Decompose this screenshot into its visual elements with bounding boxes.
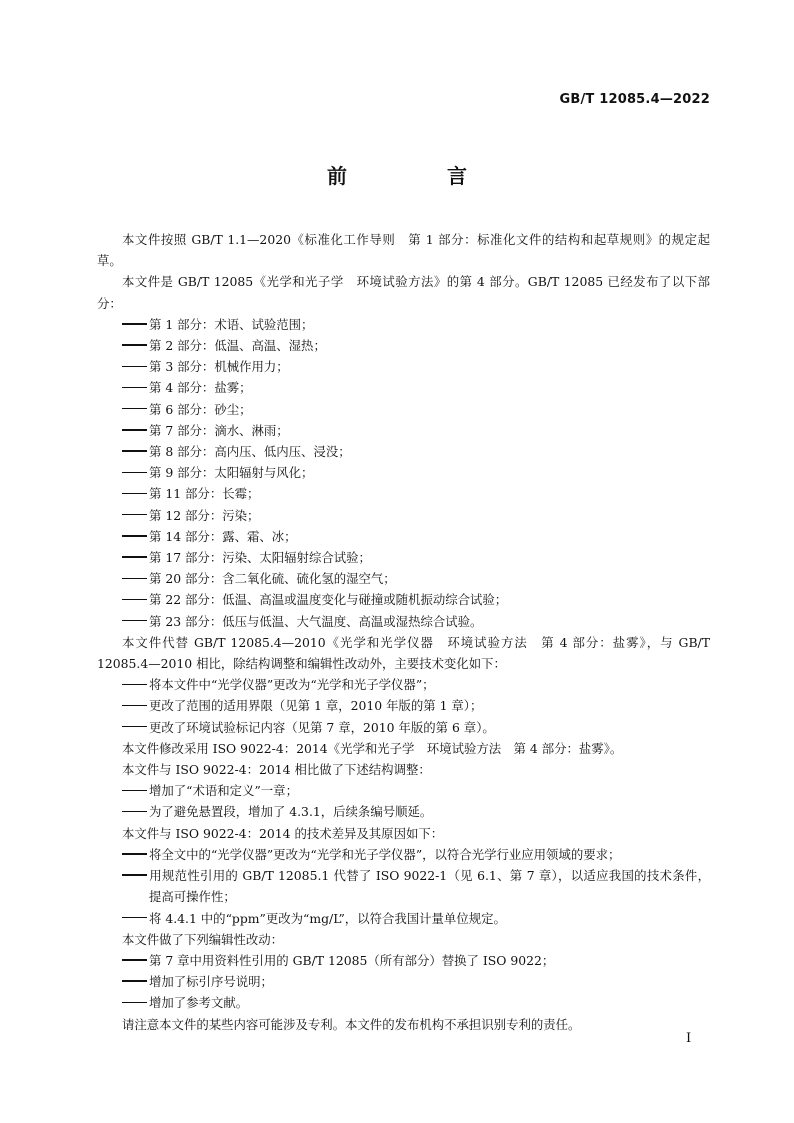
list-item: 第 4 部分：盐雾； [122, 377, 710, 398]
list-item: 第 3 部分：机械作用力； [122, 356, 710, 377]
dash-marker [122, 356, 149, 377]
list-item: 第 14 部分：露、霜、冰； [122, 526, 710, 547]
paragraph: 本文件代替 GB/T 12085.4—2010《光学和光学仪器 环境试验方法 第 4 部分：盐雾》，与 GB/T 12085.4—2010 相比，除结构调整和编辑性改动外，主要技术变化如下： [97, 634, 710, 672]
dash-marker [122, 674, 149, 695]
paragraph: 请注意本文件的某些内容可能涉及专利。本文件的发布机构不承担识别专利的责任。 [122, 1016, 581, 1032]
dash-marker [122, 780, 149, 801]
dash-marker [122, 420, 149, 441]
list-item: 将 4.4.1 中的“ppm”更改为“mg/L”，以符合我国计量单位规定。 [122, 908, 710, 929]
list-item: 第 11 部分：长霉； [122, 483, 710, 504]
list-item: 更改了环境试验标记内容（见第 7 章，2010 年版的第 6 章）。 [122, 717, 710, 738]
list-item: 第 7 章中用资料性引用的 GB/T 12085（所有部分）替换了 ISO 9022； [122, 950, 710, 971]
list-item: 第 9 部分：太阳辐射与风化； [122, 462, 710, 483]
paragraph: 本文件按照 GB/T 1.1—2020《标准化工作导则 第 1 部分：标准化文件的结构和起草规则》的规定起草。 [97, 232, 710, 269]
list-item: 第 23 部分：低压与低温、大气温度、高温或湿热综合试验。 [122, 611, 710, 632]
list-item: 为了避免悬置段，增加了 4.3.1，后续条编号顺延。 [122, 801, 710, 822]
dash-marker [122, 399, 149, 420]
list-item: 增加了参考文献。 [122, 992, 710, 1013]
dash-marker [122, 526, 149, 547]
paragraph: 本文件是 GB/T 12085《光学和光子学 环境试验方法》的第 4 部分。GB/T 12085 已经发布了以下部分： [97, 274, 710, 311]
dash-marker [122, 908, 149, 929]
dash-marker [122, 801, 149, 822]
list-item: 用规范性引用的 GB/T 12085.1 代替了 ISO 9022-1（见 6.1、第 7 章），以适应我国的技术条件，提高可操作性； [122, 865, 710, 907]
dash-marker [122, 611, 149, 632]
paragraph: 本文件与 ISO 9022-4：2014 的技术差异及其原因如下： [122, 825, 444, 841]
dash-marker [122, 505, 149, 526]
list-item: 第 7 部分：滴水、淋雨； [122, 420, 710, 441]
dash-marker [122, 992, 149, 1013]
list-item: 第 8 部分：高内压、低内压、浸没； [122, 441, 710, 462]
dash-marker [122, 377, 149, 398]
list-item: 第 12 部分：污染； [122, 505, 710, 526]
page-number: I [686, 1031, 692, 1046]
list-item: 第 6 部分：砂尘； [122, 399, 710, 420]
list-item: 将全文中的“光学仪器”更改为“光学和光子学仪器”，以符合光学行业应用领域的要求； [122, 844, 710, 865]
list-item: 将本文件中“光学仪器”更改为“光学和光子学仪器”； [122, 674, 710, 695]
dash-marker [122, 589, 149, 610]
list-item: 增加了“术语和定义”一章； [122, 780, 710, 801]
dash-marker [122, 950, 149, 971]
list-item: 第 2 部分：低温、高温、湿热； [122, 335, 710, 356]
paragraph: 本文件做了下列编辑性改动： [122, 931, 284, 947]
dash-marker [122, 483, 149, 504]
list-item: 更改了范围的适用界限（见第 1 章，2010 年版的第 1 章）； [122, 695, 710, 716]
dash-marker [122, 335, 149, 356]
dash-marker [122, 717, 149, 738]
page-title: 前 言 [327, 164, 507, 188]
dash-marker [122, 314, 149, 335]
foreword-body [97, 229, 710, 1035]
dash-marker [122, 695, 149, 716]
list-item: 第 20 部分：含二氧化硫、硫化氢的湿空气； [122, 568, 710, 589]
list-item: 第 1 部分：术语、试验范围； [122, 314, 710, 335]
paragraph: 本文件与 ISO 9022-4：2014 相比做了下述结构调整： [122, 762, 431, 778]
dash-marker [122, 441, 149, 462]
standard-code: GB/T 12085.4—2022 [559, 92, 710, 107]
dash-marker [122, 547, 149, 568]
list-item: 第 22 部分：低温、高温或温度变化与碰撞或随机振动综合试验； [122, 589, 710, 610]
dash-marker [122, 568, 149, 589]
list-item: 增加了标引序号说明； [122, 971, 710, 992]
dash-marker [122, 865, 149, 886]
dash-marker [122, 844, 149, 865]
paragraph: 本文件修改采用 ISO 9022-4：2014《光学和光子学 环境试验方法 第 4 部分：盐雾》。 [122, 740, 623, 756]
dash-marker [122, 462, 149, 483]
dash-marker [122, 971, 149, 992]
list-item: 第 17 部分：污染、太阳辐射综合试验； [122, 547, 710, 568]
